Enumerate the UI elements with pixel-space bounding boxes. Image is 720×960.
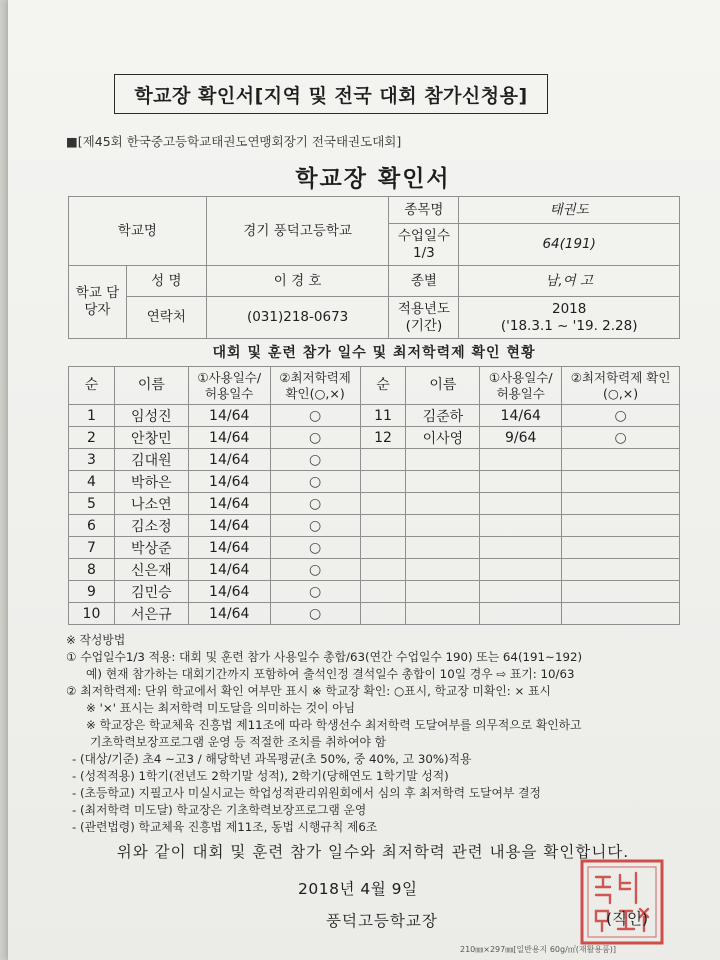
- empty-cell: [360, 449, 406, 471]
- sport-value: 태권도: [459, 197, 680, 224]
- instruction-line: 예) 현재 참가하는 대회기간까지 포함하여 출석인정 결석일수 총합이 10일 경우 ⇨ 표기: 10/63: [86, 667, 575, 681]
- document-header-title: 학교장 확인서[지역 및 전국 대회 참가신청용]: [114, 74, 548, 114]
- table-row: [69, 493, 680, 515]
- phone-label: 연락처: [126, 297, 206, 339]
- days-used: 14/64: [188, 405, 270, 427]
- empty-cell: [406, 515, 480, 537]
- student-name: 김민승: [114, 581, 188, 603]
- days-used: 14/64: [188, 559, 270, 581]
- empty-cell: [406, 603, 480, 625]
- student-name: 김대원: [114, 449, 188, 471]
- empty-cell: [562, 449, 680, 471]
- col-header-days: ①사용일수/ 허용일수: [480, 367, 562, 405]
- participation-table: [68, 366, 680, 625]
- writing-instructions: [66, 632, 706, 836]
- row-number: 9: [69, 581, 115, 603]
- document-page: [8, 0, 720, 960]
- instruction-line: 기초학력보장프로그램 운영 등 적절한 조치를 취하여야 함: [90, 735, 386, 749]
- empty-cell: [480, 581, 562, 603]
- col-header-no: 순: [360, 367, 406, 405]
- empty-cell: [480, 449, 562, 471]
- row-number: 6: [69, 515, 115, 537]
- student-name: 나소연: [114, 493, 188, 515]
- empty-cell: [406, 537, 480, 559]
- academic-check: ○: [270, 471, 360, 493]
- instructions-heading: ※ 작성방법: [66, 633, 126, 647]
- status-title: 대회 및 훈련 참가 일수 및 최저학력제 확인 현황: [212, 345, 536, 361]
- table-row: [69, 471, 680, 493]
- event-name: ■[제45회 한국중고등학교태권도연맹회장기 전국태권도대회]: [66, 134, 402, 149]
- empty-cell: [480, 559, 562, 581]
- student-name: 서은규: [114, 603, 188, 625]
- student-name: 김소정: [114, 515, 188, 537]
- empty-cell: [480, 493, 562, 515]
- days-used: 14/64: [188, 537, 270, 559]
- academic-check: ○: [270, 537, 360, 559]
- table-row: [69, 449, 680, 471]
- table-row: [69, 405, 680, 427]
- academic-check: ○: [270, 559, 360, 581]
- empty-cell: [360, 603, 406, 625]
- year-value: 2018: [552, 300, 587, 317]
- instruction-line: - (초등학교) 지필고사 미실시교는 학업성적관리위원회에서 심의 후 최저학력 도달여부 결정: [72, 786, 541, 800]
- academic-check: ○: [562, 427, 680, 449]
- row-number: 2: [69, 427, 115, 449]
- instruction-line: - (대상/기준) 초4 ~고3 / 해당학년 과목평균(초 50%, 중 40%, 고 30%)적용: [72, 752, 472, 766]
- academic-check: ○: [270, 603, 360, 625]
- main-title: 학교장 확인서: [295, 166, 451, 192]
- academic-check: ○: [270, 493, 360, 515]
- student-name: 신은재: [114, 559, 188, 581]
- col-header-check: ②최저학력제 확인(○,×): [270, 367, 360, 405]
- period-value: ('18.3.1 ~ '19. 2.28): [500, 317, 638, 334]
- days-used: 14/64: [188, 449, 270, 471]
- student-name: 김준하: [406, 405, 480, 427]
- empty-cell: [562, 603, 680, 625]
- instruction-line: ② 최저학력제: 단위 학교에서 확인 여부만 표시 ※ 학교장 확인: ○표시, 학교장 미확인: × 표시: [66, 684, 551, 698]
- row-number: 4: [69, 471, 115, 493]
- col-header-name: 이름: [406, 367, 480, 405]
- academic-check: ○: [270, 581, 360, 603]
- empty-cell: [562, 493, 680, 515]
- table-row: [69, 603, 680, 625]
- academic-check: ○: [270, 405, 360, 427]
- table-row: [69, 515, 680, 537]
- empty-cell: [360, 537, 406, 559]
- days-used: 14/64: [188, 471, 270, 493]
- academic-check: ○: [562, 405, 680, 427]
- empty-cell: [562, 537, 680, 559]
- name-value: 이 경 호: [206, 266, 389, 297]
- days-used: 14/64: [188, 515, 270, 537]
- sport-label: 종목명: [389, 197, 459, 224]
- school-seal-stamp: [574, 853, 672, 951]
- school-days-value: 64(191): [459, 224, 680, 266]
- empty-cell: [562, 559, 680, 581]
- year-label: 적용년도 (기간): [389, 297, 459, 339]
- principal-title: 풍덕고등학교장: [326, 912, 438, 930]
- gender-label: 종별: [389, 266, 459, 297]
- row-number: 8: [69, 559, 115, 581]
- table-row: [69, 559, 680, 581]
- empty-cell: [360, 581, 406, 603]
- days-used: 14/64: [188, 603, 270, 625]
- phone-value: (031)218-0673: [206, 297, 389, 339]
- issue-date: 2018년 4월 9일: [298, 880, 418, 898]
- empty-cell: [360, 471, 406, 493]
- days-used: 14/64: [188, 493, 270, 515]
- instruction-line: - (성적적용) 1학기(전년도 2학기말 성적), 2학기(당해연도 1학기말 성적): [72, 769, 449, 783]
- school-name-label: 학교명: [69, 197, 207, 266]
- row-number: 5: [69, 493, 115, 515]
- paper-spec-note: 210㎜×297㎜[일반용지 60g/㎡(재활용품)]: [460, 945, 617, 954]
- col-header-no: 순: [69, 367, 115, 405]
- student-name: 안창민: [114, 427, 188, 449]
- col-header-name: 이름: [114, 367, 188, 405]
- empty-cell: [562, 515, 680, 537]
- table-header-row: [69, 367, 680, 405]
- student-name: 이사영: [406, 427, 480, 449]
- col-header-check: ②최저학력제 확인(○,×): [562, 367, 680, 405]
- instruction-line: ※ 학교장은 학교체육 진흥법 제11조에 따라 학생선수 최저학력 도달여부를 의무적으로 확인하고: [86, 718, 582, 732]
- academic-check: ○: [270, 449, 360, 471]
- confirmation-statement: 위와 같이 대회 및 훈련 참가 일수와 최저학력 관련 내용을 확인합니다.: [116, 843, 630, 861]
- empty-cell: [480, 603, 562, 625]
- row-number: 1: [69, 405, 115, 427]
- instruction-line: ※ '×' 표시는 최저학력 미도달을 의미하는 것이 아님: [86, 701, 356, 715]
- empty-cell: [360, 493, 406, 515]
- empty-cell: [406, 559, 480, 581]
- row-number: 7: [69, 537, 115, 559]
- empty-cell: [360, 515, 406, 537]
- empty-cell: [480, 515, 562, 537]
- school-days-label: 수업일수 1/3: [389, 224, 459, 266]
- student-name: 임성진: [114, 405, 188, 427]
- row-number: 11: [360, 405, 406, 427]
- instruction-line: ① 수업일수1/3 적용: 대회 및 훈련 참가 사용일수 총합/63(연간 수업일수 190) 또는 64(191~192): [66, 650, 583, 664]
- empty-cell: [480, 471, 562, 493]
- seal-label: (직인): [606, 910, 649, 928]
- days-used: 9/64: [480, 427, 562, 449]
- instruction-line: - (관련법령) 학교체육 진흥법 제11조, 동법 시행규칙 제6조: [72, 820, 378, 834]
- academic-check: ○: [270, 515, 360, 537]
- empty-cell: [480, 537, 562, 559]
- empty-cell: [406, 581, 480, 603]
- student-name: 박하은: [114, 471, 188, 493]
- student-name: 박상준: [114, 537, 188, 559]
- name-label: 성 명: [126, 266, 206, 297]
- school-name-value: 경기 풍덕고등학교: [206, 197, 389, 266]
- days-used: 14/64: [188, 581, 270, 603]
- empty-cell: [562, 581, 680, 603]
- days-used: 14/64: [188, 427, 270, 449]
- school-info-table: [68, 196, 680, 339]
- empty-cell: [406, 471, 480, 493]
- table-row: [69, 537, 680, 559]
- instruction-line: - (최저학력 미도달) 학교장은 기초학력보장프로그램 운영: [72, 803, 367, 817]
- table-row: [69, 427, 680, 449]
- empty-cell: [360, 559, 406, 581]
- empty-cell: [562, 471, 680, 493]
- row-number: 10: [69, 603, 115, 625]
- row-number: 12: [360, 427, 406, 449]
- contact-person-label: 학교 담당자: [69, 266, 127, 339]
- empty-cell: [406, 449, 480, 471]
- col-header-days: ①사용일수/ 허용일수: [188, 367, 270, 405]
- days-used: 14/64: [480, 405, 562, 427]
- table-row: [69, 581, 680, 603]
- row-number: 3: [69, 449, 115, 471]
- empty-cell: [406, 493, 480, 515]
- gender-value: 남,여 고: [459, 266, 680, 297]
- academic-check: ○: [270, 427, 360, 449]
- year-cell: [459, 297, 680, 339]
